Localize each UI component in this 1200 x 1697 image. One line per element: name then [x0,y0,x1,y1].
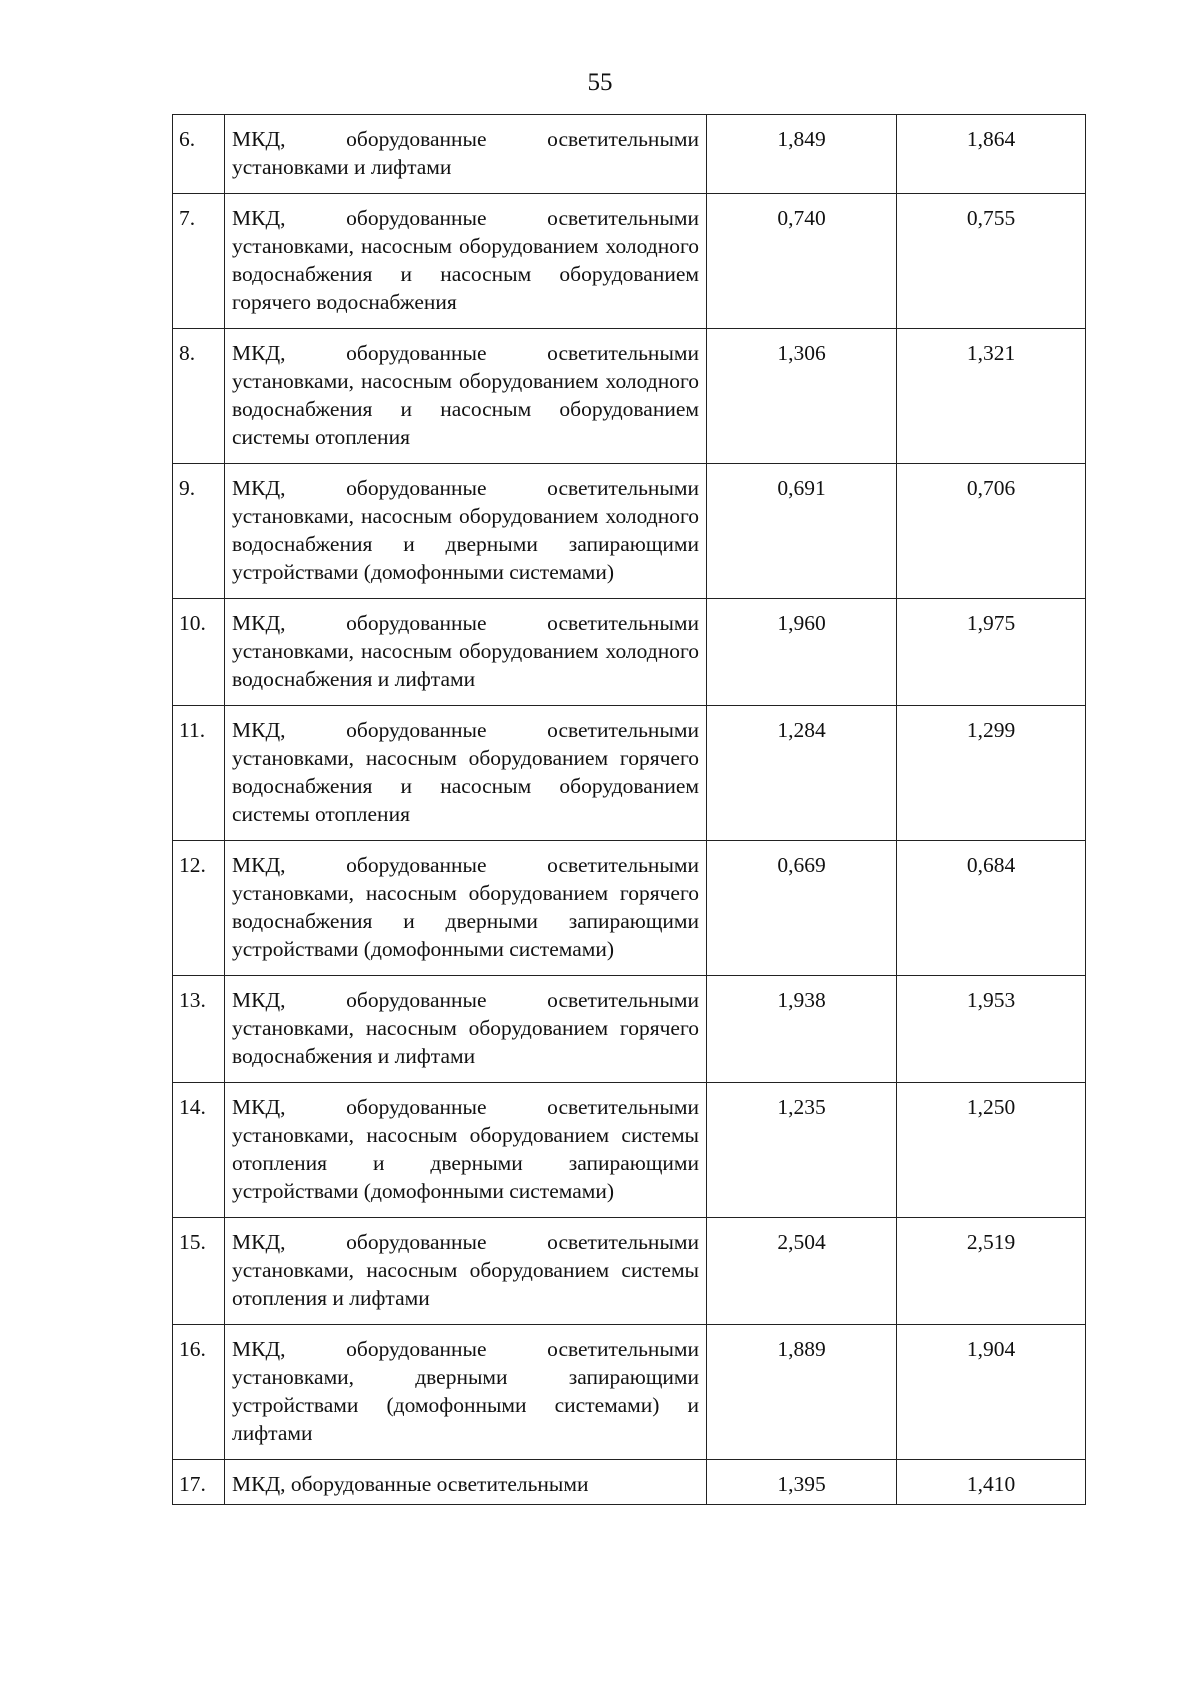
row-value-1: 1,960 [707,599,897,706]
row-value-1: 1,938 [707,976,897,1083]
row-value-1: 1,395 [707,1460,897,1505]
row-value-2: 1,410 [897,1460,1086,1505]
row-description: МКД, оборудованные осветительными установками, насосным оборудованием горячего водоснабжения и дверными запирающими устройствами (домофонными системами) [225,841,707,976]
row-number: 16. [173,1325,225,1460]
row-number: 12. [173,841,225,976]
row-number: 17. [173,1460,225,1505]
row-value-1: 1,849 [707,115,897,194]
row-description: МКД, оборудованные осветительными установками, насосным оборудованием горячего водоснабжения и насосным оборудованием системы отопления [225,706,707,841]
row-value-2: 0,684 [897,841,1086,976]
row-value-1: 0,691 [707,464,897,599]
row-number: 10. [173,599,225,706]
table-row [173,1460,1086,1505]
row-description: МКД, оборудованные осветительными установками, насосным оборудованием холодного водоснабжения и насосным оборудованием горячего водоснабжения [225,194,707,329]
table-row [173,194,1086,329]
row-description: МКД, оборудованные осветительными установками, дверными запирающими устройствами (домофонными системами) и лифтами [225,1325,707,1460]
row-value-2: 1,904 [897,1325,1086,1460]
row-value-1: 1,284 [707,706,897,841]
table-row [173,329,1086,464]
row-description: МКД, оборудованные осветительными установками и лифтами [225,115,707,194]
table-row [173,464,1086,599]
row-value-1: 2,504 [707,1218,897,1325]
row-number: 15. [173,1218,225,1325]
row-number: 9. [173,464,225,599]
row-value-1: 1,235 [707,1083,897,1218]
row-value-2: 1,975 [897,599,1086,706]
row-value-2: 1,299 [897,706,1086,841]
row-description: МКД, оборудованные осветительными установками, насосным оборудованием системы отопления и лифтами [225,1218,707,1325]
row-description: МКД, оборудованные осветительными установками, насосным оборудованием холодного водоснабжения и лифтами [225,599,707,706]
table-row [173,706,1086,841]
row-value-1: 0,740 [707,194,897,329]
row-value-2: 1,953 [897,976,1086,1083]
row-number: 14. [173,1083,225,1218]
tariff-table [172,114,1086,1505]
row-description: МКД, оборудованные осветительными установками, насосным оборудованием холодного водоснабжения и дверными запирающими устройствами (домофонными системами) [225,464,707,599]
table-row [173,115,1086,194]
row-value-2: 1,321 [897,329,1086,464]
table-row [173,1325,1086,1460]
row-value-2: 0,755 [897,194,1086,329]
row-number: 7. [173,194,225,329]
table-row [173,599,1086,706]
row-number: 8. [173,329,225,464]
row-number: 11. [173,706,225,841]
table-row [173,841,1086,976]
table-row [173,976,1086,1083]
row-value-1: 0,669 [707,841,897,976]
page-number: 55 [587,69,613,96]
row-description: МКД, оборудованные осветительными установками, насосным оборудованием холодного водоснабжения и насосным оборудованием системы отопления [225,329,707,464]
row-value-1: 1,889 [707,1325,897,1460]
row-number: 6. [173,115,225,194]
row-value-2: 0,706 [897,464,1086,599]
row-value-2: 1,250 [897,1083,1086,1218]
table-row [173,1218,1086,1325]
row-value-2: 1,864 [897,115,1086,194]
row-description: МКД, оборудованные осветительными установками, насосным оборудованием горячего водоснабжения и лифтами [225,976,707,1083]
row-description: МКД, оборудованные осветительными установками, насосным оборудованием системы отопления и дверными запирающими устройствами (домофонными системами) [225,1083,707,1218]
row-value-1: 1,306 [707,329,897,464]
row-description: МКД, оборудованные осветительными [225,1460,707,1505]
row-value-2: 2,519 [897,1218,1086,1325]
row-number: 13. [173,976,225,1083]
table-row [173,1083,1086,1218]
